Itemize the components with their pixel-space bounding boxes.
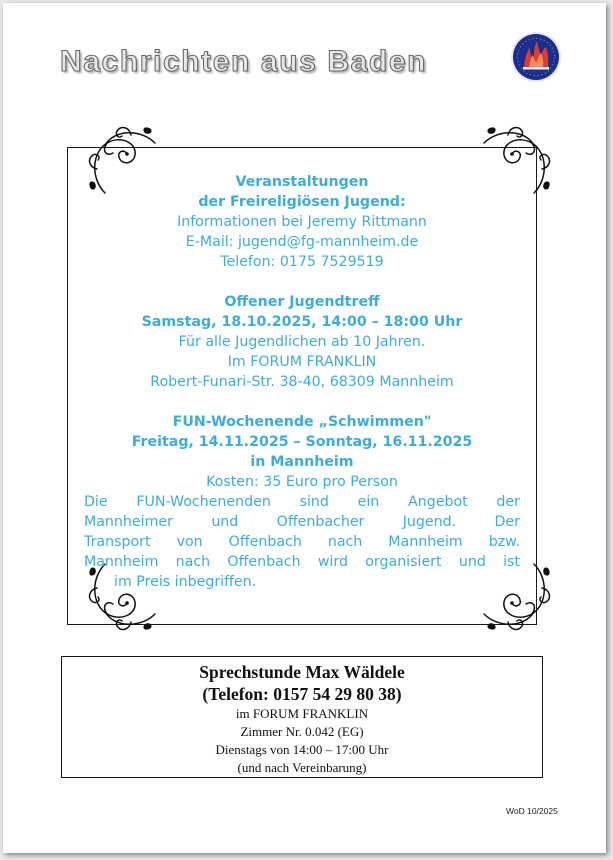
fun-description-line: Mannheim nach Offenbach wird organisiert und ist [84,554,520,570]
flame-emblem-icon [510,31,562,83]
fun-place: in Mannheim [250,454,354,470]
office-hours-note: (und nach Vereinbarung) [237,760,367,775]
fun-description-line: Mannheimer und Offenbacher Jugend. Der [84,514,520,530]
office-hours-room: Zimmer Nr. 0.042 (EG) [240,724,364,739]
fun-date: Freitag, 14.11.2025 – Sonntag, 16.11.2025 [131,434,473,450]
office-hours-venue: im FORUM FRANKLIN [235,706,369,721]
intro-email: E-Mail: jugend@fg-mannheim.de [185,234,419,250]
page-title: Nachrichten aus Baden [60,45,428,78]
office-hours-box [61,656,543,778]
treff-title: Offener Jugendtreff [224,294,380,310]
fun-description-line: Die FUN-Wochenenden sind ein Angebot der [84,494,520,510]
office-hours-phone: (Telefon: 0157 54 29 80 38) [202,684,402,704]
fun-title: FUN-Wochenende „Schwimmen" [172,414,432,430]
office-hours-title: Sprechstunde Max Wäldele [199,662,405,682]
intro-phone: Telefon: 0175 7529519 [220,254,384,270]
treff-address: Robert-Funari-Str. 38-40, 68309 Mannheim [150,374,454,390]
fun-description-line: im Preis inbegriffen. [114,574,257,590]
fun-description-line: Transport von Offenbach nach Mannheim bzw. [84,534,520,550]
treff-venue: Im FORUM FRANKLIN [227,354,377,370]
office-hours-time: Dienstags von 14:00 – 17:00 Uhr [215,742,389,757]
treff-audience: Für alle Jugendlichen ab 10 Jahren. [178,334,426,350]
intro-heading-2: der Freireligiösen Jugend: [198,194,406,210]
intro-contact-person: Informationen bei Jeremy Rittmann [177,214,427,230]
footer-code: WoD 10/2025 [506,806,558,816]
treff-date: Samstag, 18.10.2025, 14:00 – 18:00 Uhr [141,314,463,330]
youth-events-content [84,172,520,592]
intro-heading-1: Veranstaltungen [235,174,369,190]
fun-cost: Kosten: 35 Euro pro Person [206,474,398,490]
